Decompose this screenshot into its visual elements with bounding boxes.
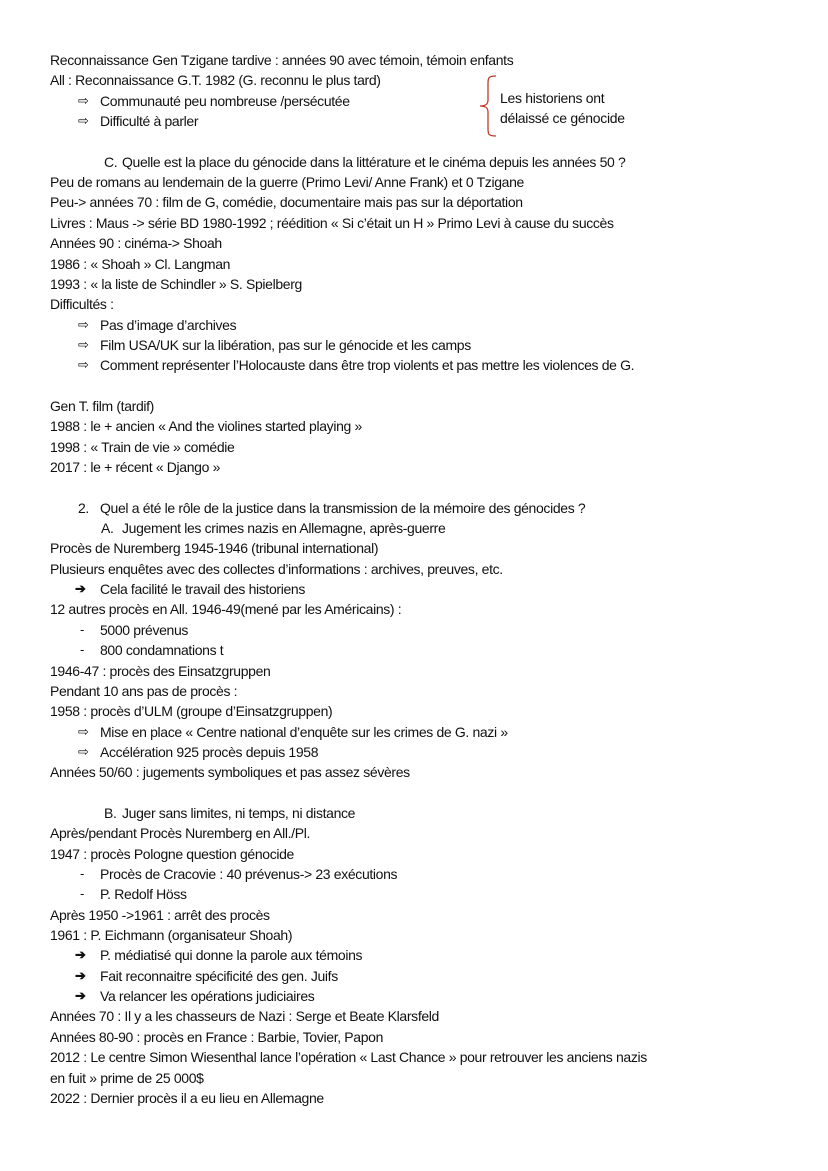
line-text: Après/pendant Procès Nuremberg en All./Pl. xyxy=(50,825,311,842)
line-text: Années 70 : Il y a les chasseurs de Nazi : Serge et Beate Klarsfeld xyxy=(50,1008,439,1025)
line-text: Communauté peu nombreuse /persécutée xyxy=(100,92,350,109)
brace-note-line: délaissé ce génocide xyxy=(500,110,625,126)
bold-arrow-bullet-icon: ➔ xyxy=(75,581,86,597)
line-text: 1961 : P. Eichmann (organisateur Shoah) xyxy=(50,927,293,944)
line-text: 1946-47 : procès des Einsatzgruppen xyxy=(50,662,271,679)
line-text: Pendant 10 ans pas de procès : xyxy=(50,682,238,699)
line-text: Fait reconnaitre spécificité des gen. Juifs xyxy=(100,967,338,984)
line-text: Livres : Maus -> série BD 1980-1992 ; réédition « Si c’était un H » Primo Levi à cause du succès xyxy=(50,214,614,231)
line-text: Procès de Nuremberg 1945-1946 (tribunal international) xyxy=(50,540,379,557)
dash-bullet-icon: - xyxy=(80,866,84,881)
line-text: Après 1950 ->1961 : arrêt des procès xyxy=(50,906,270,923)
dash-bullet-icon: - xyxy=(80,886,84,902)
line-text: 12 autres procès en All. 1946-49(mené par les Américains) : xyxy=(50,601,402,618)
line-text: 1986 : « Shoah » Cl. Langman xyxy=(50,255,231,272)
arrow-bullet-icon: ⇨ xyxy=(78,92,89,108)
line-text: 1993 : « la liste de Schindler » S. Spielberg xyxy=(50,275,302,292)
line-text: Cela facilité le travail des historiens xyxy=(100,581,306,598)
line-text: en fuit » prime de 25 000$ xyxy=(50,1069,204,1086)
line-text: P. Redolf Höss xyxy=(100,886,187,903)
line-text: Quel a été le rôle de la justice dans la transmission de la mémoire des génocides ? xyxy=(100,499,586,516)
line-text: 1947 : procès Pologne question génocide xyxy=(50,845,294,862)
line-text: Gen T. film (tardif) xyxy=(50,397,154,414)
arrow-bullet-icon: ⇨ xyxy=(78,336,89,352)
dash-bullet-icon: - xyxy=(80,642,84,658)
line-text: Années 80-90 : procès en France : Barbie, Tovier, Papon xyxy=(50,1028,384,1045)
line-text: Procès de Cracovie : 40 prévenus-> 23 exécutions xyxy=(100,866,398,882)
line-text: 1958 : procès d’ULM (groupe d’Einsatzgruppen) xyxy=(50,703,333,720)
line-text: 2012 : Le centre Simon Wiesenthal lance l’opération « Last Chance » pour retrouver les anciens nazis xyxy=(50,1049,647,1066)
line-text: Accélération 925 procès depuis 1958 xyxy=(100,743,319,760)
curly-brace-icon xyxy=(478,74,498,138)
line-text: All : Reconnaissance G.T. 1982 (G. reconnu le plus tard) xyxy=(50,72,381,89)
line-text: Reconnaissance Gen Tzigane tardive : années 90 avec témoin, témoin enfants xyxy=(50,52,514,68)
line-text: Jugement les crimes nazis en Allemagne, après-guerre xyxy=(122,520,446,537)
brace-note-line: Les historiens ont xyxy=(500,90,605,106)
list-marker: 2. xyxy=(78,499,89,516)
line-text: Années 50/60 : jugements symboliques et pas assez sévères xyxy=(50,764,410,781)
line-text: Années 90 : cinéma-> Shoah xyxy=(50,235,222,252)
line-text: Film USA/UK sur la libération, pas sur le génocide et les camps xyxy=(100,336,471,353)
line-text: 1998 : « Train de vie » comédie xyxy=(50,438,235,455)
line-text: Comment représenter l’Holocauste dans être trop violents et pas mettre les violences de G. xyxy=(100,357,635,374)
line-text: Juger sans limites, ni temps, ni distance xyxy=(122,804,356,821)
line-text: Mise en place « Centre national d’enquête sur les crimes de G. nazi » xyxy=(100,723,508,740)
line-text: Va relancer les opérations judiciaires xyxy=(100,988,315,1005)
arrow-bullet-icon: ⇨ xyxy=(78,316,89,332)
arrow-bullet-icon: ⇨ xyxy=(78,357,89,373)
line-text: Quelle est la place du génocide dans la littérature et le cinéma depuis les années 50 ? xyxy=(122,153,626,170)
list-marker: B. xyxy=(104,804,117,821)
dash-bullet-icon: - xyxy=(80,621,84,637)
line-text: 2022 : Dernier procès il a eu lieu en Allemagne xyxy=(50,1089,324,1106)
arrow-bullet-icon: ⇨ xyxy=(78,723,89,739)
line-text: Plusieurs enquêtes avec des collectes d’informations : archives, preuves, etc. xyxy=(50,560,503,577)
line-text: 2017 : le + récent « Django » xyxy=(50,459,221,475)
line-text: Pas d’image d’archives xyxy=(100,316,237,333)
line-text: 1988 : le + ancien « And the violines started playing » xyxy=(50,418,362,435)
line-text: Difficultés : xyxy=(50,296,114,313)
bold-arrow-bullet-icon: ➔ xyxy=(75,947,86,963)
line-text: Peu de romans au lendemain de la guerre (Primo Levi/ Anne Frank) et 0 Tzigane xyxy=(50,174,524,191)
bold-arrow-bullet-icon: ➔ xyxy=(75,967,86,983)
line-text: 5000 prévenus xyxy=(100,621,189,638)
line-text: P. médiatisé qui donne la parole aux témoins xyxy=(100,947,363,964)
bold-arrow-bullet-icon: ➔ xyxy=(75,988,86,1004)
arrow-bullet-icon: ⇨ xyxy=(78,113,89,129)
list-marker: C. xyxy=(104,153,118,170)
arrow-bullet-icon: ⇨ xyxy=(78,743,89,759)
list-marker: A. xyxy=(101,520,114,537)
line-text: 800 condamnations t xyxy=(100,642,224,659)
line-text: Peu-> années 70 : film de G, comédie, documentaire mais pas sur la déportation xyxy=(50,194,523,211)
line-text: Difficulté à parler xyxy=(100,113,199,130)
